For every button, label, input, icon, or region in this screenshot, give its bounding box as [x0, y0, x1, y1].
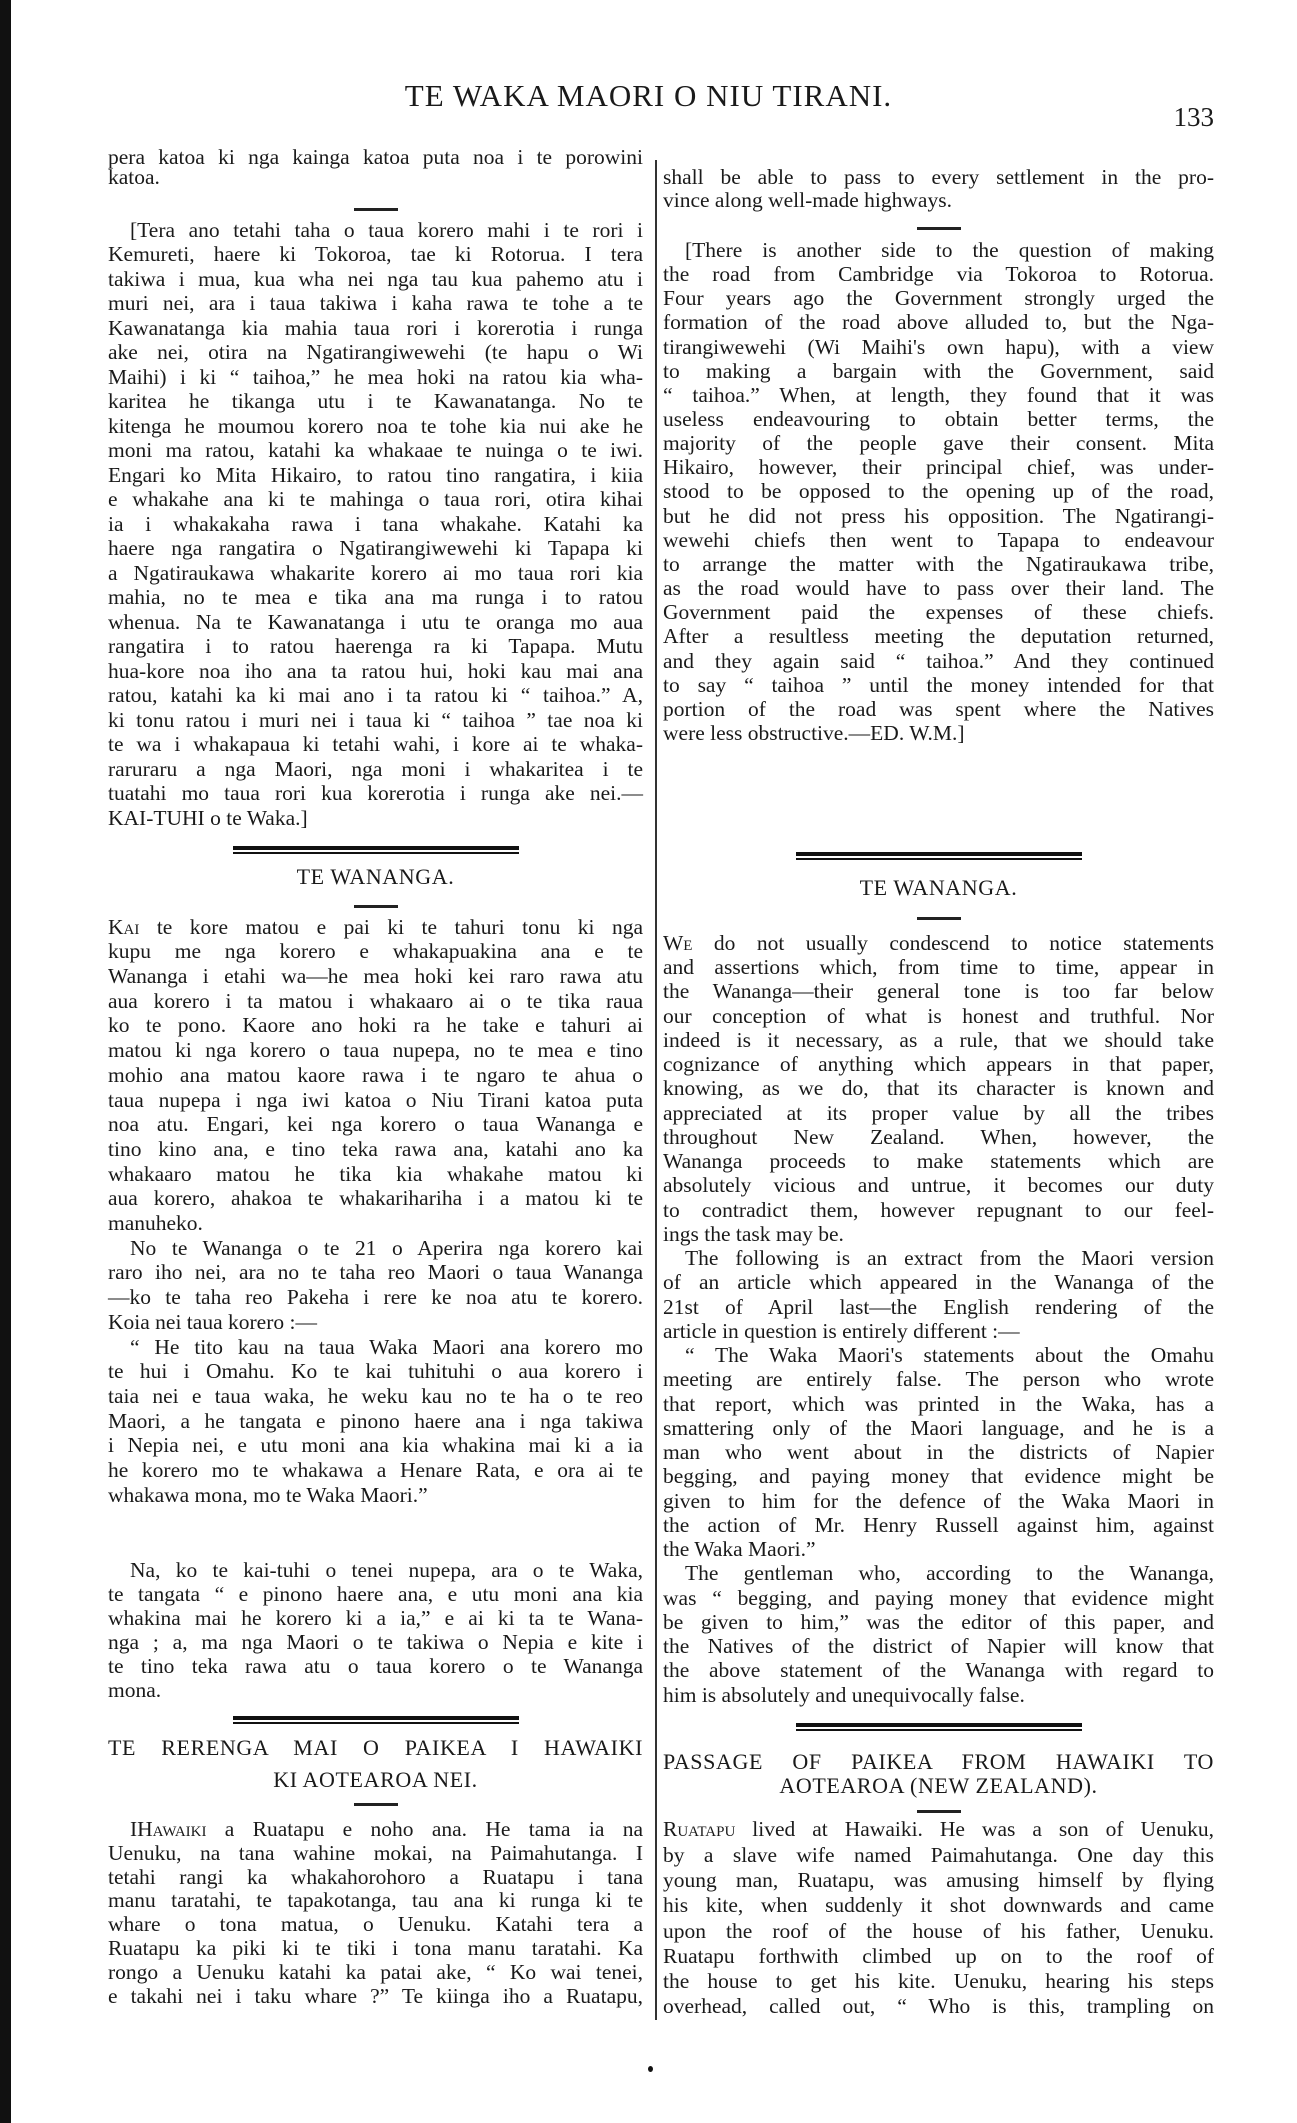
- lead-word: Ruatapu: [663, 1817, 736, 1842]
- text-line: takiwa i mua, kua wha nei nga tau kua pahemo atu i: [108, 266, 643, 291]
- text-line: Maori, a he tangata e pinono haere ana i nga takiwa: [108, 1408, 643, 1433]
- text-line: ki tonu ratou i muri nei i taua ki “ taihoa ” tae noa ki: [108, 707, 643, 732]
- text-line: rangatira i to ratou haerenga ra ki Tapapa. Mutu: [108, 634, 643, 659]
- text-line: manuheko.: [108, 1211, 203, 1236]
- text-line: Uenuku, na tana wahine mokai, na Paimahutanga. I: [108, 1840, 643, 1865]
- text-line: —ko te taha reo Pakeha i rere ke noa atu te korero.: [108, 1285, 643, 1310]
- rule-thin: [233, 852, 519, 854]
- line-text: te kore matou e pai ki te tahuri tonu ki nga: [156, 914, 643, 939]
- text-line: and assertions which, from time to time, appear in: [663, 955, 1214, 980]
- paragraph: [663, 238, 1214, 745]
- text-block: [663, 238, 1214, 745]
- text-line: mona.: [108, 1678, 162, 1702]
- rule-thin: [796, 858, 1082, 860]
- text-line: Maihi) i ki “ taihoa,” he mea hoki na ratou kia wha-: [108, 364, 643, 389]
- text-line: the house to get his kite. Uenuku, hearing his steps: [663, 1969, 1214, 1994]
- text-line: him is absolutely and unequivocally false.: [663, 1682, 1025, 1707]
- text-line: he korero mo te whakawa a Henare Rata, e ora ai te: [108, 1458, 643, 1483]
- text-line: and they again said “ taihoa.” And they continued: [663, 648, 1214, 673]
- text-line: noa atu. Engari, kei nga korero o taua Wananga e: [108, 1112, 643, 1137]
- text-line: “ The Waka Maori's statements about the Omahu: [685, 1343, 1214, 1368]
- text-line: aua korero, ahakoa te whakarihariha i a matou ki te: [108, 1186, 643, 1211]
- text-line: [663, 1817, 1214, 1842]
- text-line: mohio ana matou kaore rawa i te ngaro te ahua o: [108, 1062, 643, 1087]
- text-line: given to him for the defence of the Waka Maori in: [663, 1488, 1214, 1513]
- double-rule: [233, 1716, 519, 1724]
- text-block: [663, 931, 1214, 1707]
- text-line: to arrange the matter with the Ngatiraukawa tribe,: [663, 551, 1214, 576]
- text-line: meeting are entirely false. The person who wrote: [663, 1367, 1214, 1392]
- text-line: te hui i Omahu. Ko te kai tuhituhi o aua korero i: [108, 1359, 643, 1384]
- text-line: [108, 1818, 643, 1842]
- text-line: 21st of April last—the English rendering of the: [663, 1294, 1214, 1319]
- text-line: Engari ko Mita Hikairo, to ratou tino rangatira, i kiia: [108, 462, 643, 487]
- text-line: Ruatapu ka piki ki te tiki i tona manu taratahi. Ka: [108, 1936, 643, 1961]
- printer-mark: [648, 2066, 653, 2072]
- text-line: the action of Mr. Henry Russell against him, against: [663, 1512, 1214, 1537]
- text-line: as the road would have to pass over their land. The: [663, 576, 1214, 601]
- text-line: be given to him,” was the editor of this paper, and: [663, 1609, 1214, 1634]
- text-line: absolutely vicious and untrue, it becomes our duty: [663, 1173, 1214, 1198]
- text-line: katoa.: [108, 165, 160, 189]
- text-line: young man, Ruatapu, was amusing himself by flying: [663, 1867, 1214, 1892]
- rule-thick: [233, 1716, 519, 1720]
- text-line: the above statement of the Wananga with regard to: [663, 1658, 1214, 1683]
- text-block: [108, 1558, 643, 1702]
- paragraph: [108, 147, 643, 187]
- text-line: tirangiwewehi (Wi Maihi's own hapu), with a view: [663, 334, 1214, 359]
- text-line: moni ma ratou, katahi ka whakaae te nuinga o te iwi.: [108, 438, 643, 463]
- text-line: portion of the road was spent where the Natives: [663, 696, 1214, 721]
- text-block: [663, 1817, 1214, 2019]
- paragraph: [663, 1343, 1214, 1561]
- text-line: ia i whakakaha rawa i tana whakahe. Katahi ka: [108, 511, 643, 536]
- text-line: upon the roof of the house of his father, Uenuku.: [663, 1918, 1214, 1943]
- paragraph: [108, 1335, 643, 1508]
- text-line: the Natives of the district of Napier will know that: [663, 1634, 1214, 1659]
- running-header-title: TE WAKA MAORI O NIU TIRANI.: [404, 78, 893, 113]
- text-line: Kemureti, haere ki Tokoroa, tae ki Rotorua. I tera: [108, 242, 643, 267]
- text-line: ko te pono. Kaore ano hoki ra he take e tahuri ai: [108, 1013, 643, 1038]
- text-line: KAI-TUHI o te Waka.]: [108, 805, 308, 830]
- lead-word: Kai: [108, 914, 140, 939]
- paragraph: [663, 931, 1214, 1246]
- text-line: were less obstructive.—ED. W.M.]: [663, 721, 965, 746]
- text-line: rongo a Uenuku katahi ka patai ake, “ Ko wai tenei,: [108, 1959, 643, 1984]
- double-rule: [233, 846, 519, 854]
- text-line: [108, 915, 643, 940]
- text-line: the Waka Maori.”: [663, 1537, 816, 1562]
- text-line: to making a bargain with the Government, said: [663, 358, 1214, 383]
- text-line: Koia nei taua korero :—: [108, 1309, 317, 1334]
- text-line: formation of the road above alluded to, but the Nga-: [663, 310, 1214, 335]
- right-column: [663, 0, 1214, 2123]
- text-line: [There is another side to the question of making: [685, 237, 1214, 262]
- text-line: raro iho nei, ara no te taha reo Maori o taua Wananga: [108, 1260, 643, 1285]
- heading-line: TE WANANGA.: [296, 864, 455, 889]
- double-rule: [796, 852, 1082, 860]
- text-line: article in question is entirely different :—: [663, 1318, 1020, 1343]
- double-rule: [796, 1723, 1082, 1731]
- paragraph: [108, 915, 643, 1236]
- text-line: No te Wananga o te 21 o Aperira nga korero kai: [130, 1235, 643, 1260]
- text-line: indeed is it necessary, as a rule, that we should take: [663, 1027, 1214, 1052]
- text-line: Kawanatanga kia mahia taua rori i korerotia i runga: [108, 315, 643, 340]
- rule-thick: [796, 1723, 1082, 1727]
- text-line: tino kino ana, e tino teka rawa ana, katahi ano ka: [108, 1136, 643, 1161]
- short-rule: [917, 1810, 961, 1813]
- text-line: taia nei e taua waka, he weku kau no te ha o te reo: [108, 1384, 643, 1408]
- text-line: whakawa mona, mo te Waka Maori.”: [108, 1482, 428, 1507]
- text-line: karitea he tikanga utu i te Kawanatanga. No te: [108, 389, 643, 414]
- text-line: hua-kore noa iho ana ta ratou hui, hoki kau mai ana: [108, 658, 643, 683]
- text-block: [108, 218, 643, 831]
- rule-thin: [233, 1722, 519, 1724]
- text-line: but he did not press his opposition. The Ngatirangi-: [663, 503, 1214, 528]
- text-line: Wananga i etahi wa—he mea hoki kei raro rawa atu: [108, 964, 643, 989]
- short-rule: [354, 905, 398, 908]
- section-heading: [663, 873, 1214, 903]
- text-line: whare o tona matua, o Uenuku. Katahi tera a: [108, 1912, 643, 1937]
- text-line: begging, and paying money that evidence might be: [663, 1464, 1214, 1489]
- paragraph: [663, 1817, 1214, 2019]
- section-heading: [663, 1750, 1214, 1797]
- text-line: pera katoa ki nga kainga katoa puta noa i te porowini: [108, 145, 643, 169]
- heading-line: TE WANANGA.: [859, 875, 1018, 900]
- text-block: [108, 147, 643, 187]
- short-rule: [917, 917, 961, 920]
- text-line: [663, 931, 1214, 955]
- column-divider: [655, 160, 657, 2020]
- text-line: tuatahi mo taua rori kua korerotia i runga ake nei.—: [108, 781, 643, 806]
- text-line: “ He tito kau na taua Waka Maori ana korero mo: [130, 1334, 643, 1359]
- text-line: was “ begging, and paying money that evidence might: [663, 1585, 1214, 1610]
- section-heading: [108, 862, 643, 892]
- line-text: do not usually condescend to notice statements: [713, 930, 1214, 955]
- text-line: Four years ago the Government strongly urged the: [663, 286, 1214, 311]
- paragraph: [663, 1561, 1214, 1707]
- text-line: shall be able to pass to every settlement in the pro-: [663, 164, 1214, 189]
- text-line: Government paid the expenses of these chiefs.: [663, 600, 1214, 625]
- heading-line: TE RERENGA MAI O PAIKEA I HAWAIKI: [108, 1735, 643, 1760]
- text-line: man who went about in the districts of Napier: [663, 1440, 1214, 1465]
- rule-thick: [796, 852, 1082, 856]
- rule-thick: [233, 846, 519, 850]
- text-line: stood to be opposed to the opening up of the road,: [663, 479, 1214, 504]
- text-line: kupu me nga korero e whakapuakina ana e te: [108, 939, 643, 964]
- paragraph: [108, 218, 643, 831]
- text-line: tetahi rangi ka whakahorohoro a Ruatapu i tana: [108, 1864, 643, 1889]
- text-line: a Ngatiraukawa whakarite korero ai mo taua rori kia: [108, 560, 643, 585]
- heading-line: AOTEAROA (NEW ZEALAND).: [779, 1772, 1098, 1798]
- short-rule: [917, 227, 961, 230]
- text-line: majority of the people gave their consent. Mita: [663, 431, 1214, 456]
- text-line: whenua. Na te Kawanatanga i utu te oranga mo aua: [108, 609, 643, 634]
- text-line: taua nupepa i nga iwi katoa o Niu Tirani katoa puta: [108, 1087, 643, 1112]
- text-line: muri nei, ara i taua takiwa i kaha rawa te tohe a te: [108, 291, 643, 316]
- paragraph: [108, 1558, 643, 1702]
- line-text: lived at Hawaiki. He was a son of Uenuku,: [752, 1817, 1214, 1842]
- section-heading: [108, 1732, 643, 1796]
- short-rule: [354, 1803, 398, 1806]
- text-block: [108, 1818, 643, 2008]
- text-line: e takahi nei i taku whare ?” Te kiinga iho a Ruatapu,: [108, 1983, 643, 2008]
- text-line: Na, ko te kai-tuhi o tenei nupepa, ara o te Waka,: [130, 1558, 643, 1582]
- text-line: wewehi chiefs then went to Tapapa to endeavour: [663, 527, 1214, 552]
- lead-word: IHawaiki: [130, 1817, 207, 1842]
- heading-line: PASSAGE OF PAIKEA FROM HAWAIKI TO: [663, 1749, 1214, 1775]
- short-rule: [354, 208, 398, 211]
- text-line: overhead, called out, “ Who is this, trampling on: [663, 1994, 1214, 2019]
- text-line: useless endeavouring to obtain better terms, the: [663, 407, 1214, 432]
- text-line: te tino teka rawa atu o taua korero o te Wananga: [108, 1654, 643, 1678]
- text-line: whakaaro matou he tika kia whakahe matou ki: [108, 1161, 643, 1186]
- text-line: The gentleman who, according to the Wananga,: [685, 1561, 1214, 1586]
- text-line: matou ki nga korero o taua nupepa, no te mea e tino: [108, 1038, 643, 1063]
- lead-word: We: [663, 930, 693, 955]
- text-line: his kite, when suddenly it shot downwards and came: [663, 1893, 1214, 1918]
- text-line: throughout New Zealand. When, however, the: [663, 1124, 1214, 1149]
- text-line: by a slave wife named Paimahutanga. One day this: [663, 1842, 1214, 1867]
- text-line: nga ; a, ma nga Maori o te takiwa o Nepia e kite i: [108, 1630, 643, 1654]
- text-line: e whakahe ana ki te mahinga o taua rori, otira kihai: [108, 487, 643, 512]
- text-line: [Tera ano tetahi taha o taua korero mahi i te rori i: [130, 217, 643, 242]
- text-line: aua korero i ta matou i whakaaro ai o te tika raua: [108, 988, 643, 1013]
- text-line: i Nepia nei, e utu moni ana kia whakina mai ki a ia: [108, 1433, 643, 1458]
- text-line: appreciated at its proper value by all the tribes: [663, 1100, 1214, 1125]
- paragraph: [108, 1236, 643, 1335]
- text-line: to say “ taihoa ” until the money intended for that: [663, 672, 1214, 697]
- rule-thin: [796, 1729, 1082, 1731]
- text-line: that report, which was printed in the Waka, has a: [663, 1391, 1214, 1416]
- text-line: haere nga rangatira o Ngatirangiwewehi ki Tapapa ki: [108, 536, 643, 561]
- paragraph: [663, 166, 1214, 212]
- text-line: knowing, as we do, that its character is known and: [663, 1076, 1214, 1101]
- text-line: the Wananga—their general tone is too far below: [663, 979, 1214, 1004]
- text-line: vince along well-made highways.: [663, 187, 952, 212]
- text-line: mahia, no te mea e tika ana ma runga i to ratou: [108, 585, 643, 610]
- paragraph: [663, 1246, 1214, 1343]
- text-line: te wa i whakapaua ki tetahi wahi, i kore ai te whaka-: [108, 732, 643, 757]
- text-line: kitenga he moumou korero noa te tohe kia nui ake he: [108, 413, 643, 438]
- line-text: a Ruatapu e noho ana. He tama ia na: [224, 1817, 643, 1842]
- text-line: ake nei, otira na Ngatirangiwewehi (te hapu o Wi: [108, 340, 643, 365]
- text-line: our conception of what is honest and truthful. Nor: [663, 1003, 1214, 1028]
- text-line: cognizance of anything which appears in that paper,: [663, 1052, 1214, 1077]
- text-line: Hikairo, however, their principal chief, was under-: [663, 455, 1214, 480]
- text-block: [663, 166, 1214, 212]
- text-line: smattering only of the Maori language, and he is a: [663, 1415, 1214, 1440]
- text-line: Wananga proceeds to make statements which are: [663, 1149, 1214, 1174]
- text-line: manu taratahi, te tapakotanga, tau ana ki runga ki te: [108, 1888, 643, 1913]
- text-line: whakina mai he korero ki a ia,” e ai ki ta te Wana-: [108, 1606, 643, 1630]
- text-block: [108, 915, 643, 1508]
- text-line: of an article which appeared in the Wananga of the: [663, 1270, 1214, 1295]
- text-line: te tangata “ e pinono haere ana, e utu moni ana kia: [108, 1582, 643, 1606]
- heading-line: KI AOTEAROA NEI.: [273, 1767, 478, 1792]
- text-line: “ taihoa.” When, at length, they found that it was: [663, 382, 1214, 407]
- text-line: Ruatapu forthwith climbed up on to the roof of: [663, 1943, 1214, 1968]
- text-line: the road from Cambridge via Tokoroa to Rotorua.: [663, 262, 1214, 287]
- left-column: [108, 0, 643, 2123]
- text-line: to contradict them, however repugnant to our feel-: [663, 1197, 1214, 1222]
- page-number: 133: [1173, 102, 1214, 132]
- scan-edge: [0, 0, 11, 2123]
- text-line: After a resultless meeting the deputation returned,: [663, 624, 1214, 649]
- text-line: The following is an extract from the Maori version: [685, 1246, 1214, 1271]
- paragraph: [108, 1818, 643, 2008]
- text-line: ratou, katahi ka ki mai ano i ta ratou ki “ taihoa.” A,: [108, 683, 643, 708]
- text-line: ings the task may be.: [663, 1221, 844, 1246]
- text-line: raruraru a nga Maori, nga moni i whakaritea i te: [108, 756, 643, 781]
